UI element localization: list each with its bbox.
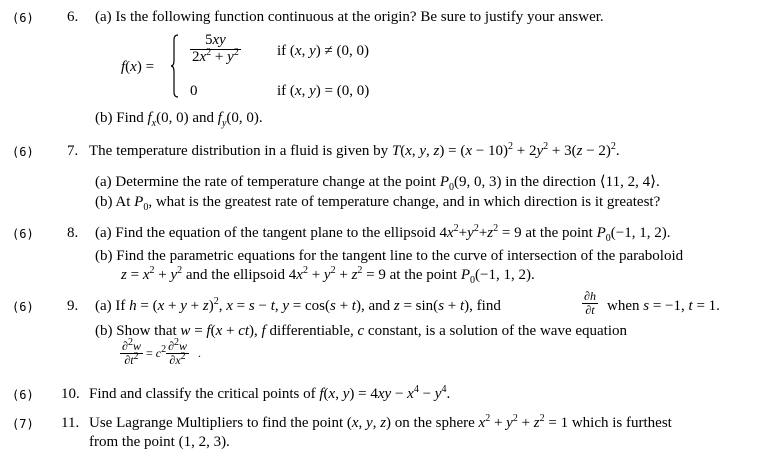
partial-h-fraction: $\frac{\partial h}{\partial t}$ bbox=[584, 289, 596, 317]
problem-number-8: 8. bbox=[67, 225, 79, 241]
problem-9a-text: (a) If $h = (x + y + z)^2$, x = s − t, y = cos(s + t), and z = sin(s + t), find bbox=[95, 296, 501, 314]
problem-8b-line2: $z = x^2 + y^2$ and the ellipsoid $4x^2 + y^2 + z^2 = 9$ at the point $P_0(-1$, 1, 2). bbox=[121, 265, 535, 286]
problem-6a: (a) Is the following function continuous at the origin? Be sure to justify your answer. bbox=[95, 9, 604, 25]
points-10: (6) bbox=[12, 388, 34, 402]
problem-6b: (b) Find $f_x(0$, 0) and $f_y(0$, 0). bbox=[95, 110, 263, 129]
problem-number-9: 9. bbox=[67, 298, 79, 314]
problem-number-6: 6. bbox=[67, 9, 79, 25]
problem-7a: (a) Determine the rate of temperature change at the point $P_0(9$, 0, 3) in the direction ⟨11, 2, 4⟩. bbox=[95, 174, 660, 193]
problem-11-line2: from the point (1, 2, 3). bbox=[89, 434, 230, 450]
case-1: if (x, y) ≠ (0, 0) bbox=[277, 43, 369, 59]
left-brace bbox=[171, 34, 179, 98]
case-zero-value: 0 bbox=[190, 83, 198, 99]
problem-10-text: Find and classify the critical points of f(x, $y) = 4xy - x^4 - y^4$. bbox=[89, 384, 451, 402]
problem-9a-condition: when s = −1, t = 1. bbox=[607, 298, 720, 314]
problem-number-10: 10. bbox=[61, 386, 80, 402]
points-11: (7) bbox=[12, 417, 34, 431]
problem-number-11: 11. bbox=[61, 415, 80, 431]
problem-7-text: The temperature distribution in a fluid is given by T(x, y, $z) = (x - 10)^2 + 2y^2 + 3(z - 2)^2$. bbox=[89, 141, 620, 159]
case-2: if (x, y) = (0, 0) bbox=[277, 83, 370, 99]
problem-8b-line1: (b) Find the parametric equations for the tangent line to the curve of intersection of the paraboloid bbox=[95, 248, 684, 264]
problem-number-7: 7. bbox=[67, 143, 79, 159]
problem-7b: (b) At $P_0$, what is the greatest rate of temperature change, and in which direction is it greatest? bbox=[95, 194, 661, 213]
points-6: (6) bbox=[12, 11, 34, 25]
problem-11-line1: Use Lagrange Multipliers to find the point (x, y, z) on the sphere $x^2 + y^2 + z^2 = 1$ which is furthest bbox=[89, 413, 672, 431]
function-fraction: $\frac{5xy}{2x^2 + y^2}$ bbox=[192, 32, 239, 65]
points-7: (6) bbox=[12, 145, 34, 159]
problem-8a: (a) Find the equation of the tangent plane to the ellipsoid $4x^2+y^2+z^2 = 9$ at the point $P_0(-1$, 1, 2). bbox=[95, 223, 671, 244]
points-9: (6) bbox=[12, 300, 34, 314]
function-lhs: f(x) = bbox=[121, 59, 155, 75]
points-8: (6) bbox=[12, 227, 34, 241]
problem-9b: (b) Show that w = f(x + ct), f differentiable, c constant, is a solution of the wave equation bbox=[95, 323, 628, 339]
wave-equation: $\frac{\partial^2w}{\partial t^2}$ = $c^2$ $\frac{\partial^2w}{\partial x^2}$ . bbox=[122, 337, 202, 367]
